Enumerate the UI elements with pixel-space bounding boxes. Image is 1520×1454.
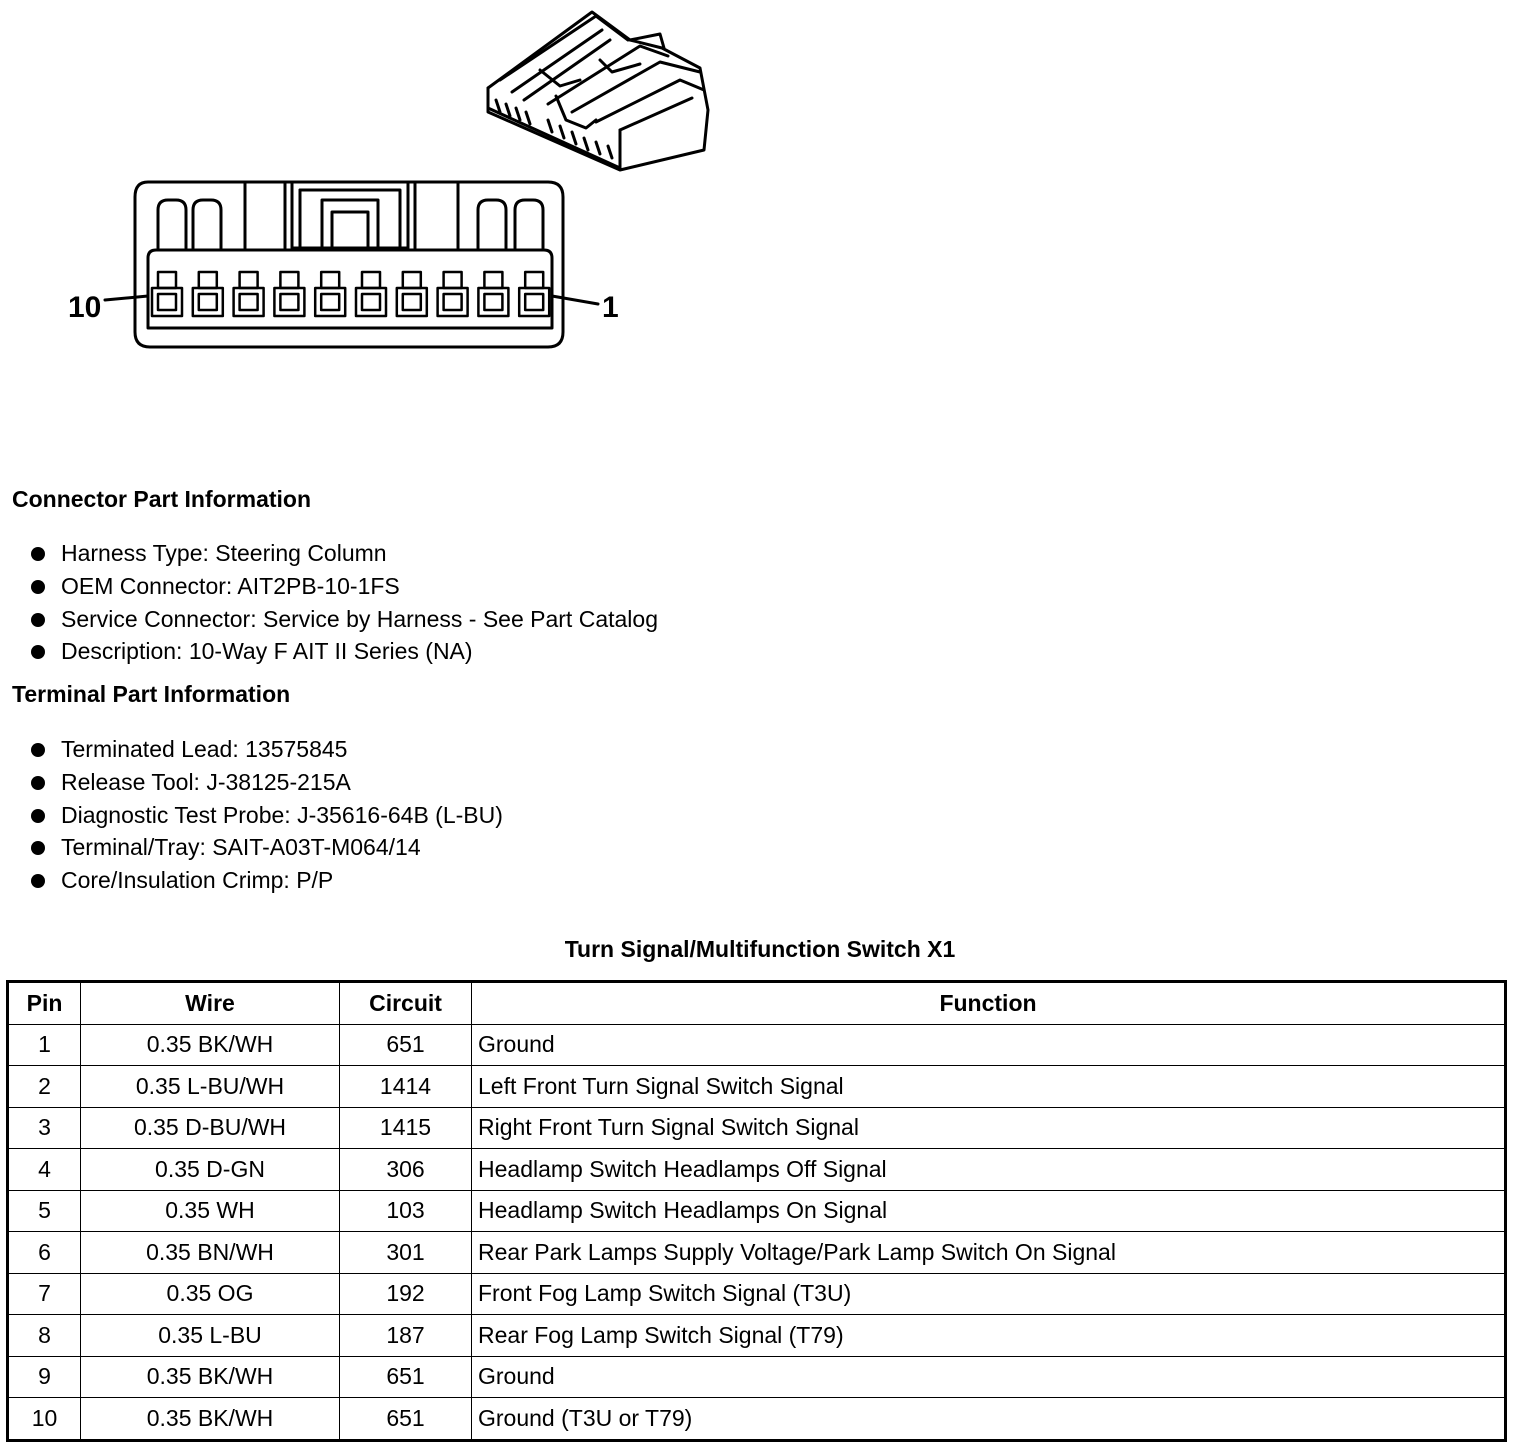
list-item: [28, 864, 503, 897]
pin-cavity-2: [478, 272, 508, 316]
pin-cavity-5: [356, 272, 386, 316]
table-header-row: [8, 982, 1506, 1025]
circuit-cell: 301: [340, 1232, 472, 1274]
pin-label-1: 1: [602, 291, 619, 324]
pin-cell: 9: [8, 1356, 81, 1398]
circuit-cell: 651: [340, 1356, 472, 1398]
list-item-text: Service Connector: Service by Harness - See Part Catalog: [61, 605, 658, 632]
wire-cell: 0.35 L-BU/WH: [81, 1066, 340, 1108]
connector-front-view: [105, 182, 598, 347]
wire-cell: 0.35 OG: [81, 1273, 340, 1315]
pin-cell: 8: [8, 1315, 81, 1357]
circuit-cell: 651: [340, 1024, 472, 1066]
pin-cavity-9: [193, 272, 223, 316]
bullet-icon: [31, 645, 45, 659]
list-item: [28, 635, 658, 668]
circuit-cell: 1414: [340, 1066, 472, 1108]
list-item: [28, 831, 503, 864]
terminal-part-info-list: [28, 733, 503, 897]
list-item-text: Terminal/Tray: SAIT-A03T-M064/14: [61, 834, 421, 861]
list-item: [28, 570, 658, 603]
wire-cell: 0.35 WH: [81, 1190, 340, 1232]
circuit-cell: 192: [340, 1273, 472, 1315]
table-row: [8, 1066, 1506, 1108]
function-cell: Front Fog Lamp Switch Signal (T3U): [472, 1273, 1506, 1315]
bullet-icon: [31, 547, 45, 561]
connector-drawing: [0, 0, 720, 400]
list-item-text: Description: 10-Way F AIT II Series (NA): [61, 638, 473, 665]
bullet-icon: [31, 613, 45, 627]
wire-cell: 0.35 BK/WH: [81, 1356, 340, 1398]
list-item: [28, 603, 658, 636]
table-row: [8, 1232, 1506, 1274]
table-row: [8, 1190, 1506, 1232]
list-item: [28, 537, 658, 570]
pin-cell: 2: [8, 1066, 81, 1108]
pin-cavity-7: [274, 272, 304, 316]
table-row: [8, 1356, 1506, 1398]
function-cell: Right Front Turn Signal Switch Signal: [472, 1107, 1506, 1149]
pin-cavities: [152, 272, 549, 316]
bullet-icon: [31, 743, 45, 757]
table-row: [8, 1398, 1506, 1441]
list-item-text: Terminated Lead: 13575845: [61, 736, 348, 762]
pin-cavity-6: [315, 272, 345, 316]
list-item-text: OEM Connector: AIT2PB-10-1FS: [61, 572, 400, 599]
bullet-icon: [31, 874, 45, 888]
column-header-function: Function: [472, 982, 1506, 1025]
pin-cavity-1: [519, 272, 549, 316]
pin-cell: 1: [8, 1024, 81, 1066]
table-row: [8, 1315, 1506, 1357]
list-item: [28, 733, 503, 766]
connector-part-info-heading: Connector Part Information: [12, 486, 312, 512]
wire-cell: 0.35 BK/WH: [81, 1024, 340, 1066]
list-item-text: Diagnostic Test Probe: J-35616-64B (L-BU): [61, 801, 503, 828]
pin-cavity-3: [438, 272, 468, 316]
pin-cell: 4: [8, 1149, 81, 1191]
circuit-cell: 306: [340, 1149, 472, 1191]
table-title: Turn Signal/Multifunction Switch X1: [564, 936, 956, 962]
table-row: [8, 1107, 1506, 1149]
function-cell: Rear Fog Lamp Switch Signal (T79): [472, 1315, 1506, 1357]
pin-cell: 7: [8, 1273, 81, 1315]
connector-part-info-list: [28, 537, 658, 668]
table-row: [8, 1273, 1506, 1315]
function-cell: Headlamp Switch Headlamps On Signal: [472, 1190, 1506, 1232]
bullet-icon: [31, 580, 45, 594]
bullet-icon: [31, 841, 45, 855]
circuit-cell: 103: [340, 1190, 472, 1232]
column-header-wire: Wire: [81, 982, 340, 1025]
wire-cell: 0.35 BN/WH: [81, 1232, 340, 1274]
column-header-circuit: Circuit: [340, 982, 472, 1025]
list-item: [28, 766, 503, 799]
function-cell: Left Front Turn Signal Switch Signal: [472, 1066, 1506, 1108]
list-item-text: Release Tool: J-38125-215A: [61, 768, 351, 795]
circuit-cell: 187: [340, 1315, 472, 1357]
list-item-text: Core/Insulation Crimp: P/P: [61, 867, 334, 894]
function-cell: Ground: [472, 1024, 1506, 1066]
connector-figure: [0, 0, 720, 400]
function-cell: Ground (T3U or T79): [472, 1398, 1506, 1441]
list-item-text: Harness Type: Steering Column: [61, 540, 387, 566]
column-header-pin: Pin: [8, 982, 81, 1025]
wire-cell: 0.35 BK/WH: [81, 1398, 340, 1441]
pin-cell: 3: [8, 1107, 81, 1149]
pin-cell: 5: [8, 1190, 81, 1232]
function-cell: Ground: [472, 1356, 1506, 1398]
list-item: [28, 799, 503, 832]
circuit-cell: 1415: [340, 1107, 472, 1149]
connector-isometric-view: [488, 12, 708, 170]
table-row: [8, 1149, 1506, 1191]
bullet-icon: [31, 776, 45, 790]
pin-cell: 6: [8, 1232, 81, 1274]
wire-cell: 0.35 D-GN: [81, 1149, 340, 1191]
pinout-table: [6, 980, 1507, 1442]
bullet-icon: [31, 809, 45, 823]
function-cell: Headlamp Switch Headlamps Off Signal: [472, 1149, 1506, 1191]
pin-cell: 10: [8, 1398, 81, 1441]
wire-cell: 0.35 L-BU: [81, 1315, 340, 1357]
pin-cavity-4: [397, 272, 427, 316]
wire-cell: 0.35 D-BU/WH: [81, 1107, 340, 1149]
pin-cavity-8: [234, 272, 264, 316]
pin-cavity-10: [152, 272, 182, 316]
function-cell: Rear Park Lamps Supply Voltage/Park Lamp Switch On Signal: [472, 1232, 1506, 1274]
table-row: [8, 1024, 1506, 1066]
terminal-part-info-heading: Terminal Part Information: [12, 681, 291, 707]
circuit-cell: 651: [340, 1398, 472, 1441]
pin-label-10: 10: [68, 291, 102, 324]
